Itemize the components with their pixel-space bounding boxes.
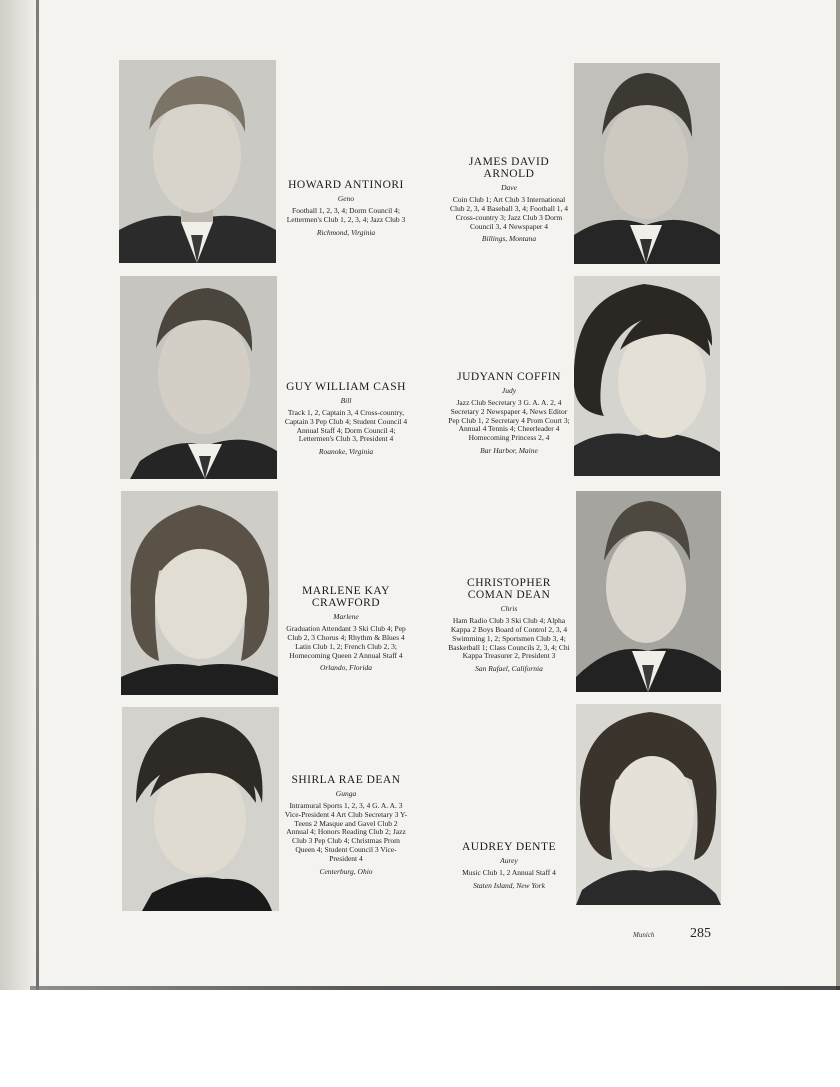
footer-signature: Munich: [633, 931, 655, 939]
student-entry-james-david-arnold: [447, 156, 571, 243]
student-nickname: Aurey: [500, 856, 518, 866]
student-activities: Music Club 1, 2 Annual Staff 4: [462, 867, 556, 877]
student-name: MARLENE KAY CRAWFORD: [302, 585, 390, 610]
student-nickname: Geno: [337, 194, 355, 204]
student-name: JAMES DAVID ARNOLD: [468, 156, 550, 181]
student-hometown: Staten Island, New York: [473, 880, 545, 890]
student-name: CHRISTOPHER COMAN DEAN: [467, 577, 551, 602]
student-entry-guy-william-cash: [284, 381, 408, 456]
student-hometown: Bar Harbor, Maine: [480, 446, 538, 456]
student-entry-audrey-dente: [447, 841, 571, 890]
student-nickname: Bill: [340, 396, 352, 406]
student-activities: Intramural Sports 1, 2, 3, 4 G. A. A. 3 Vice-President 4 Art Club Secretary 3 Y-Teens 2 Masque and Gavel Club 2 Annual 4; Honors Reading Club 2; Jazz Club 3 Pep Club 4; Christmas Prom Queen 4; Student Council 3 Vice-President 4: [284, 800, 408, 863]
portrait-photo-guy-william-cash: [120, 276, 277, 479]
student-name: AUDREY DENTE: [461, 841, 557, 853]
student-activities: Coin Club 1; Art Club 3 International Club 2, 3, 4 Baseball 3, 4; Football 1, 4 Cross-country 3; Jazz Club 3 Dorm Council 3, 4 Newspaper 4: [449, 195, 569, 231]
student-activities: Ham Radio Club 3 Ski Club 4; Alpha Kappa 2 Boys Board of Control 2, 3, 4 Swimming 1, 2; Sportsmen Club 3, 4; Basketball 1; Class Councils 2, 3, 4; Chi Kappa Treasurer 2, President 3: [448, 616, 570, 661]
student-entry-shirla-rae-dean: [284, 774, 408, 876]
student-name: JUDYANN COFFIN: [457, 371, 561, 383]
student-hometown: Orlando, Florida: [319, 663, 373, 673]
portrait-photo-marlene-kay-crawford: [121, 491, 278, 695]
student-hometown: Roanoke, Virginia: [318, 447, 374, 457]
student-name: SHIRLA RAE DEAN: [291, 774, 401, 786]
student-entry-christopher-coman-dean: [447, 577, 571, 673]
student-activities: Jazz Club Secretary 3 G. A. A. 2, 4 Secretary 2 Newspaper 4, News Editor Pep Club 1, 2 Secretary 4 Prom Court 3; Annual 4 Tennis 4; Cheerleader 4 Homecoming Princess 2, 4: [448, 397, 570, 443]
student-hometown: Billings, Montana: [481, 234, 537, 244]
student-nickname: Chris: [500, 604, 518, 614]
portrait-photo-audrey-dente: [576, 704, 721, 905]
student-entry-howard-antinori: [284, 179, 408, 237]
book-binding-shadow: [0, 0, 40, 990]
student-nickname: Gunga: [335, 789, 357, 799]
student-activities: Track 1, 2, Captain 3, 4 Cross-country, Captain 3 Pep Club 4; Student Council 4 Annual Staff 4; Dorm Council 4; Lettermen's Club 3, President 4: [284, 407, 408, 444]
portrait-photo-james-david-arnold: [574, 63, 720, 264]
student-nickname: Marlene: [333, 612, 359, 622]
student-entry-marlene-kay-crawford: [284, 585, 408, 672]
student-nickname: Dave: [501, 183, 517, 193]
portrait-photo-christopher-coman-dean: [576, 491, 721, 692]
student-hometown: Centerburg, Ohio: [319, 866, 373, 876]
page-right-edge: [836, 0, 840, 990]
page-bottom-edge: [30, 986, 840, 990]
student-entry-judyann-coffin: [447, 371, 571, 455]
book-binding-edge: [36, 0, 39, 990]
student-name: HOWARD ANTINORI: [288, 179, 404, 191]
portrait-photo-howard-antinori: [119, 60, 276, 263]
student-activities: Graduation Attendant 3 Ski Club 4; Pep Club 2, 3 Chorus 4; Rhythm & Blues 4 Latin Club 1, 2; French Club 2, 3; Homecoming Queen 2 Annual Staff 4: [286, 624, 406, 660]
student-hometown: San Rafael, California: [475, 664, 543, 674]
student-hometown: Richmond, Virginia: [316, 227, 376, 237]
portrait-photo-shirla-rae-dean: [122, 707, 279, 911]
student-activities: Football 1, 2, 3, 4; Dorm Council 4; Lettermen's Club 1, 2, 3, 4; Jazz Club 3: [286, 205, 406, 224]
page-number: 285: [690, 926, 711, 941]
student-nickname: Judy: [501, 386, 517, 396]
portrait-photo-judyann-coffin: [574, 276, 720, 476]
student-name: GUY WILLIAM CASH: [286, 381, 406, 393]
